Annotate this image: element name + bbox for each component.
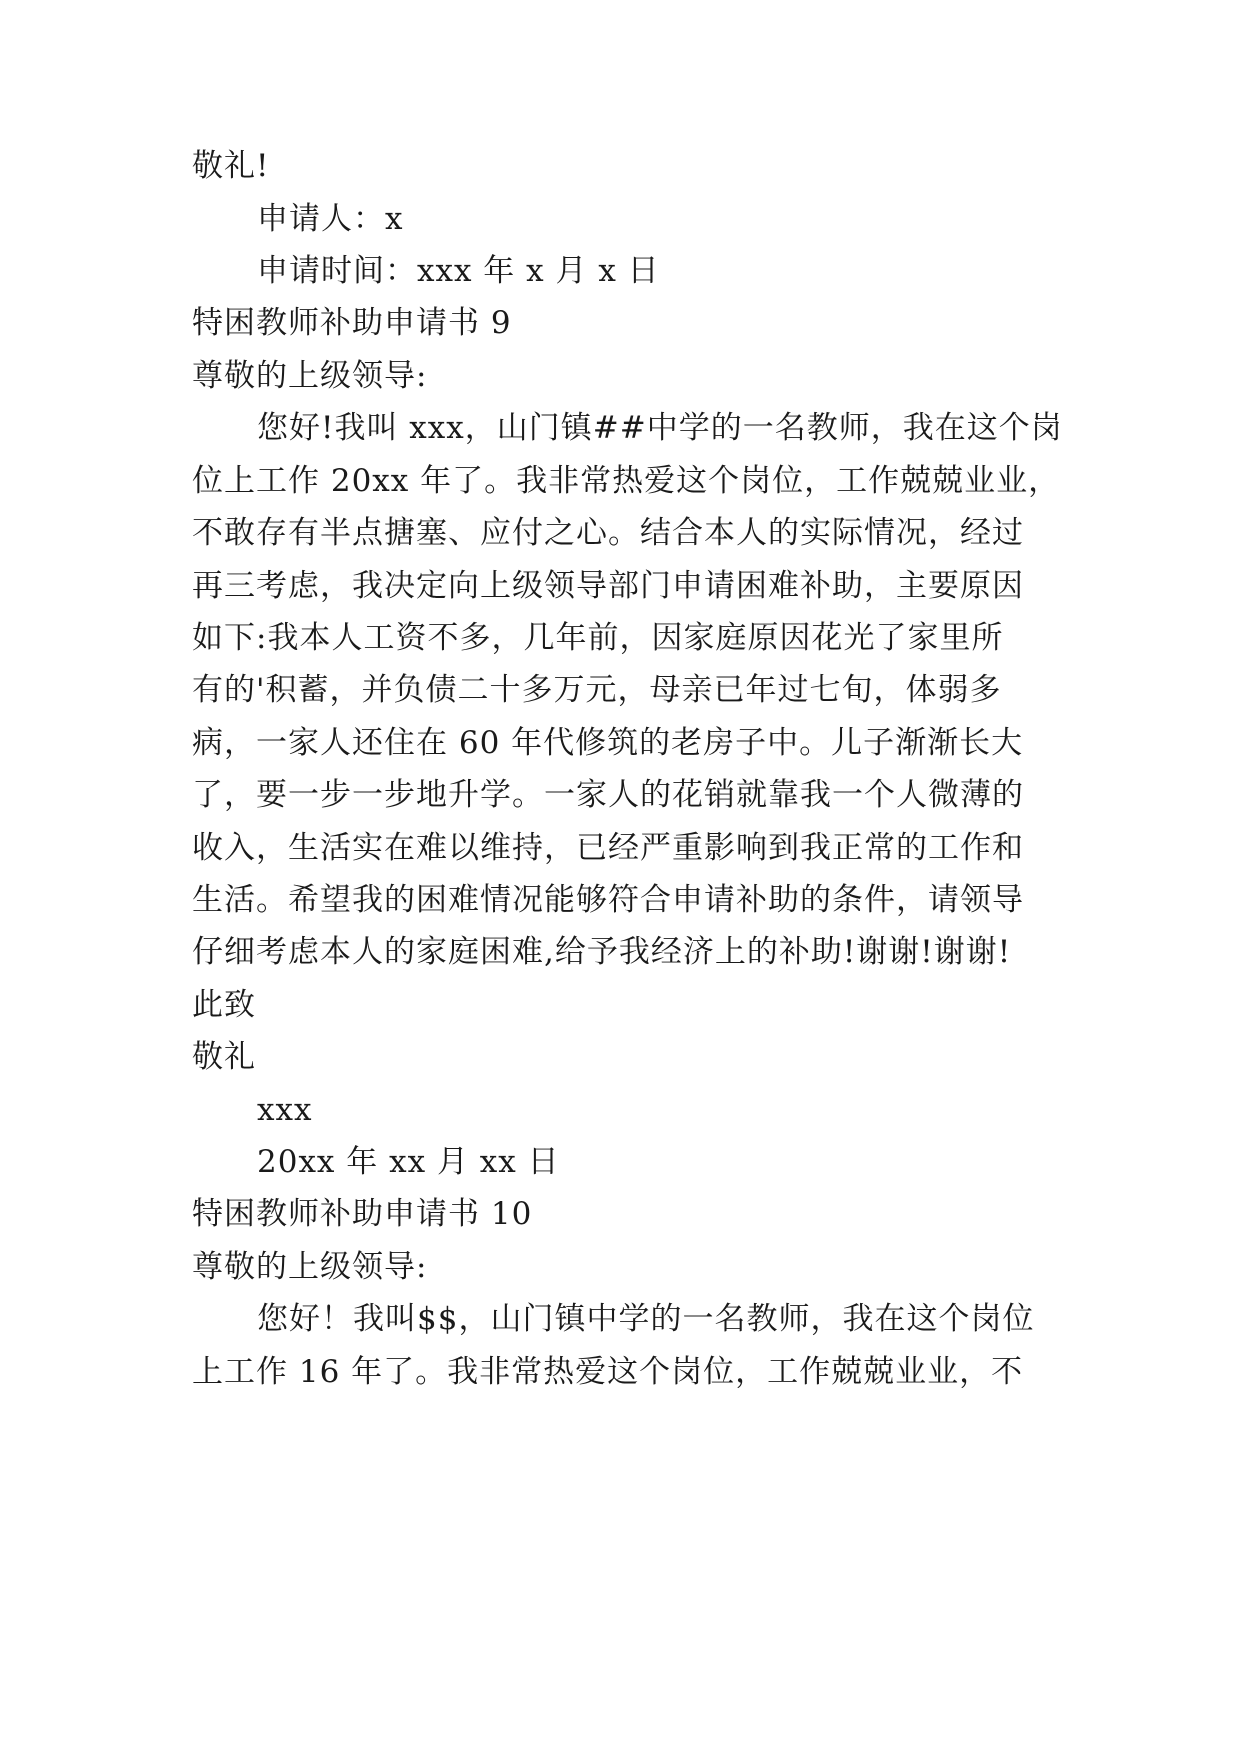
- body-line: 不敢存有半点搪塞、应付之心。结合本人的实际情况，经过: [192, 515, 1024, 551]
- body-line: 如下:我本人工资不多，几年前，因家庭原因花光了家里所: [192, 620, 1004, 656]
- body-line: 位上工作 20xx 年了。我非常热爱这个岗位，工作兢兢业业，: [192, 463, 1061, 499]
- application-date-line: 申请时间：xxx 年 x 月 x 日: [257, 253, 660, 289]
- section-title-9: 特困教师补助申请书 9: [192, 305, 512, 341]
- body-line: 仔细考虑本人的家庭困难,给予我经济上的补助!谢谢!谢谢!: [192, 934, 1012, 970]
- body-line: 了，要一步一步地升学。一家人的花销就靠我一个人微薄的: [192, 777, 1024, 813]
- date-line: 20xx 年 xx 月 xx 日: [257, 1144, 560, 1180]
- closing-salutation: 敬礼!: [192, 148, 270, 184]
- greeting-line: 尊敬的上级领导:: [192, 1249, 428, 1285]
- body-line: 有的'积蓄，并负债二十多万元，母亲已年过七旬，体弱多: [192, 672, 1002, 708]
- signature-line: xxx: [257, 1092, 313, 1128]
- body-line: 生活。希望我的困难情况能够符合申请补助的条件，请领导: [192, 882, 1024, 918]
- section-title-10: 特困教师补助申请书 10: [192, 1196, 533, 1232]
- body-line: 病，一家人还住在 60 年代修筑的老房子中。儿子渐渐长大: [192, 725, 1024, 761]
- closing-salutation: 敬礼: [192, 1039, 256, 1075]
- body-line: 上工作 16 年了。我非常热爱这个岗位，工作兢兢业业，不: [192, 1354, 1024, 1390]
- body-line: 您好!我叫 xxx，山门镇##中学的一名教师，我在这个岗: [257, 410, 1063, 446]
- applicant-line: 申请人：x: [257, 201, 404, 237]
- greeting-line: 尊敬的上级领导:: [192, 358, 428, 394]
- closing-line: 此致: [192, 987, 256, 1023]
- body-line: 收入，生活实在难以维持，已经严重影响到我正常的工作和: [192, 830, 1024, 866]
- body-line: 再三考虑，我决定向上级领导部门申请困难补助，主要原因: [192, 568, 1024, 604]
- body-line: 您好！我叫$$，山门镇中学的一名教师，我在这个岗位: [257, 1301, 1035, 1337]
